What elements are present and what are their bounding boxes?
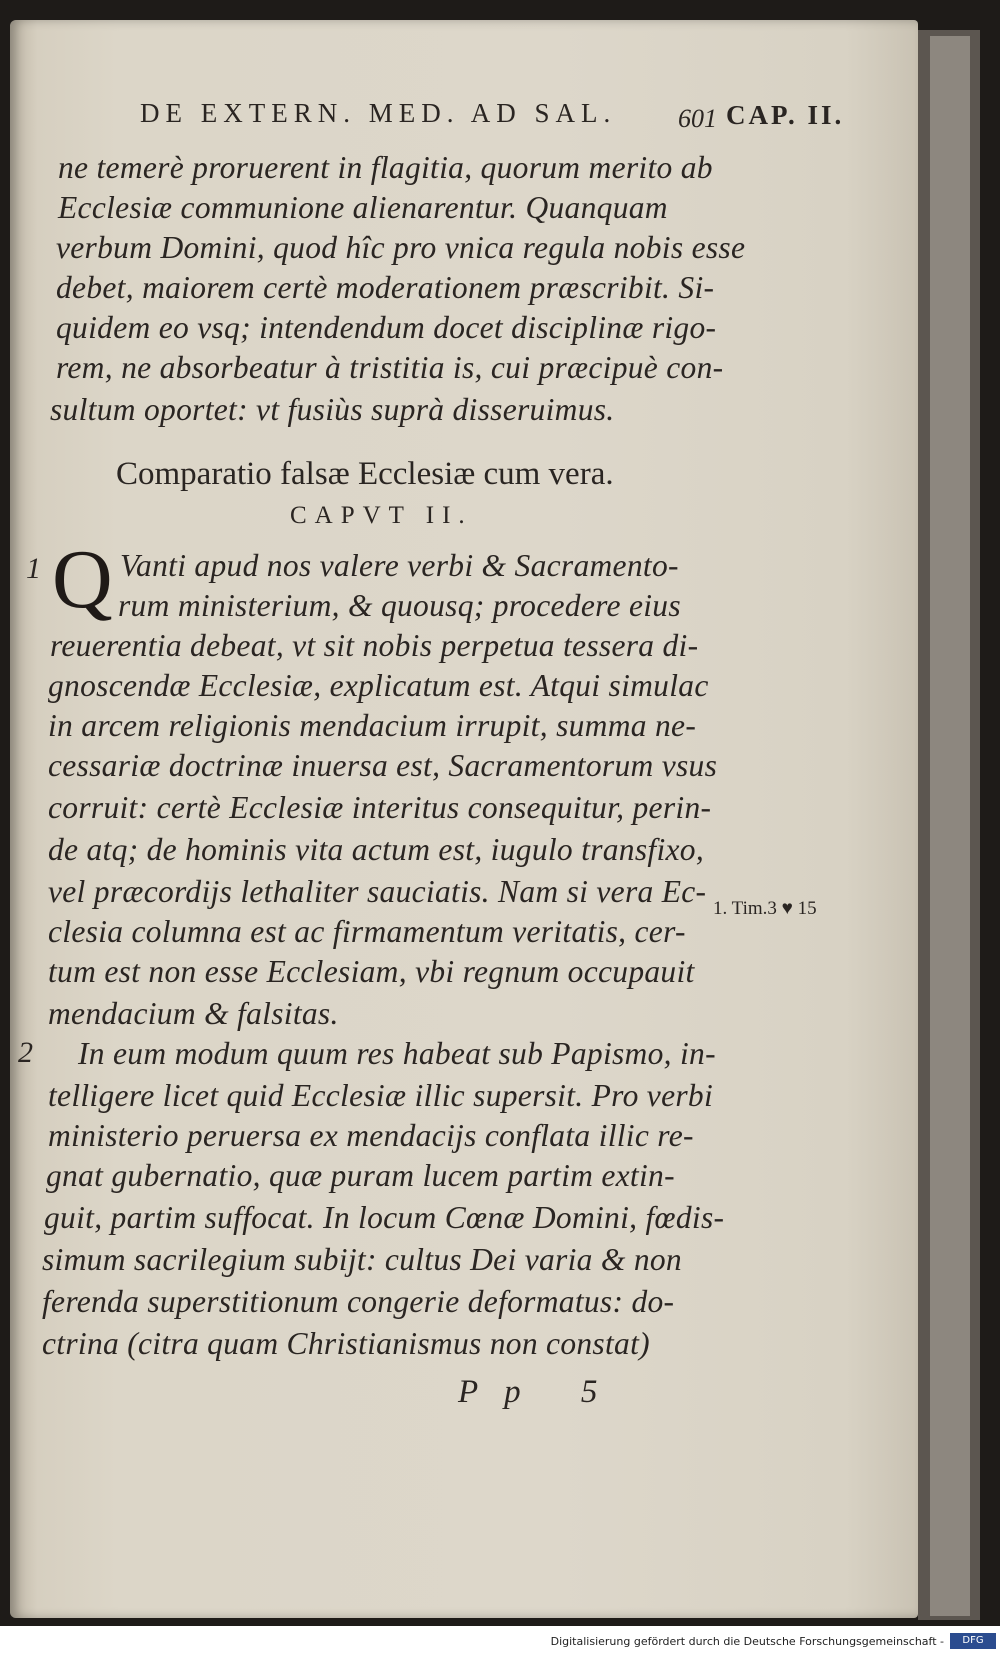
text-line: vel præcordijs lethaliter sauciatis. Nam si vera Ec-: [48, 874, 707, 909]
text-line: ferenda superstitionum congerie deformatus: do-: [42, 1284, 675, 1319]
text-line: mendacium & falsitas.: [48, 996, 339, 1031]
page-edge-inner: [930, 36, 970, 1616]
text-line: ctrina (citra quam Christianismus non constat): [42, 1326, 650, 1361]
text-line: quidem eo vsq; intendendum docet disciplinæ rigo-: [56, 310, 717, 345]
text-line: Ecclesiæ communione alienarentur. Quanquam: [58, 190, 668, 225]
text-line: sultum oportet: vt fusiùs suprà disseruimus.: [50, 392, 615, 427]
section-heading: Comparatio falsæ Ecclesiæ cum vera.: [116, 456, 614, 492]
text-line: tum est non esse Ecclesiam, vbi regnum occupauit: [48, 954, 695, 989]
text-line: rem, ne absorbeatur à tristitia is, cui præcipuè con-: [56, 350, 724, 385]
text-line: corruit: certè Ecclesiæ interitus consequitur, perin-: [48, 790, 712, 825]
text-line: de atq; de hominis vita actum est, iugulo transfixo,: [48, 832, 705, 867]
text-line: clesia columna est ac firmamentum veritatis, cer-: [48, 914, 686, 949]
text-line: Vanti apud nos valere verbi & Sacramento-: [120, 548, 679, 583]
caput-label: CAPVT II.: [290, 502, 473, 529]
text-line: simum sacrilegium subijt: cultus Dei varia & non: [42, 1242, 682, 1277]
chapter-label: CAP. II.: [726, 100, 845, 130]
signature-mark: Pp 5: [458, 1374, 624, 1410]
digitization-credit: Digitalisierung gefördert durch die Deutsche Forschungsgemeinschaft -: [550, 1635, 944, 1648]
text-line: ministerio peruersa ex mendacijs conflata illic re-: [48, 1118, 694, 1153]
text-line: ne temerè proruerent in flagitia, quorum merito ab: [58, 150, 713, 185]
dfg-logo: DFG: [950, 1633, 996, 1649]
paragraph-number: 1: [26, 552, 41, 585]
running-title: DE EXTERN. MED. AD SAL.: [140, 98, 617, 128]
page-number: 601: [678, 104, 717, 133]
text-line: verbum Domini, quod hîc pro vnica regula nobis esse: [56, 230, 746, 265]
text-line: rum ministerium, & quousq; procedere eius: [118, 588, 681, 623]
paragraph-number: 2: [18, 1036, 33, 1069]
text-line: In eum modum quum res habeat sub Papismo, in-: [78, 1036, 716, 1071]
margin-note: 1. Tim.3 ♥ 15: [713, 898, 817, 919]
text-line: reuerentia debeat, vt sit nobis perpetua tessera di-: [50, 628, 699, 663]
text-line: in arcem religionis mendacium irrupit, summa ne-: [48, 708, 697, 743]
text-line: gnat gubernatio, quæ puram lucem partim extin-: [46, 1158, 675, 1193]
text-line: cessariæ doctrinæ inuersa est, Sacramentorum vsus: [48, 748, 718, 783]
text-line: guit, partim suffocat. In locum Cœnæ Domini, fœdis-: [44, 1200, 725, 1235]
text-line: telligere licet quid Ecclesiæ illic supersit. Pro verbi: [48, 1078, 714, 1113]
drop-cap: Q: [52, 533, 113, 626]
text-line: gnoscendæ Ecclesiæ, explicatum est. Atqui simulac: [48, 668, 709, 703]
text-line: debet, maiorem certè moderationem præscribit. Si-: [56, 270, 715, 305]
